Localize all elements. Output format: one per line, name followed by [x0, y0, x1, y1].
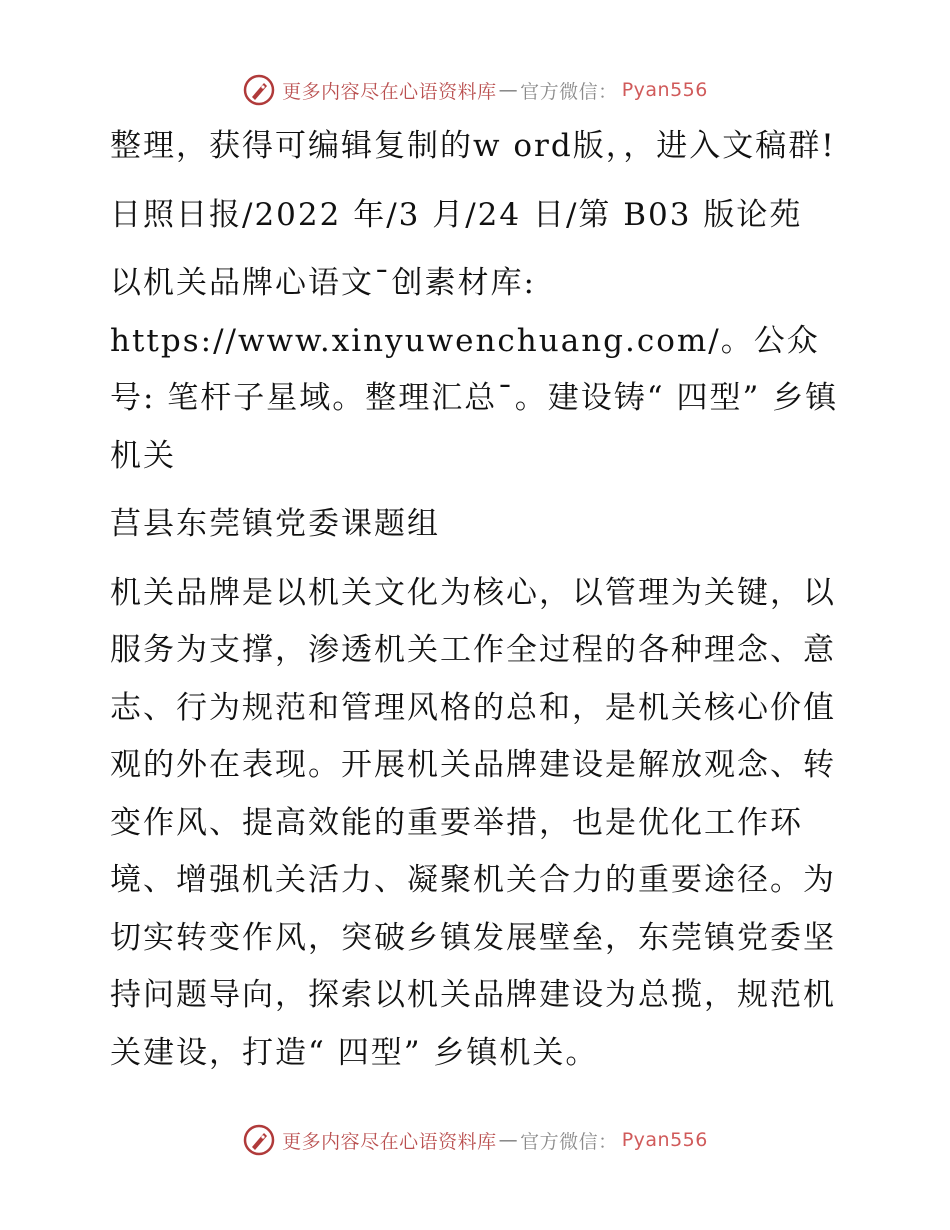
watermark-separator: — — [498, 1129, 519, 1151]
pen-nib-logo-icon — [242, 73, 276, 107]
watermark-separator: — — [498, 79, 519, 101]
watermark-wechat-label: 官方微信： — [520, 80, 618, 103]
source-line: 日照日报/2022 年/3 月/24 日/第 B03 版论苑 — [110, 196, 803, 233]
watermark-wechat-id: Pyan556 — [621, 79, 708, 101]
watermark-wechat-id: Pyan556 — [621, 1129, 708, 1151]
header-watermark — [0, 70, 950, 110]
watermark-wechat-label: 官方微信： — [520, 1130, 618, 1153]
footer-watermark — [0, 1120, 950, 1160]
body-paragraph: 机关品牌是以机关文化为核心，以管理为关键，以服务为支撑，渗透机关工作全过程的各种理念、意志、行为规范和管理风格的总和，是机关核心价值观的外在表现。开展机关品牌建设是解放观念、转变作风、提高效能的重要举措，也是优化工作环境、增强机关活力、凝聚机关合力的重要途径。为切实转变作风，突破乡镇发展壁垒，东莞镇党委坚持问题导向，探索以机关品牌建设为总揽，规范机关建设，打造“ 四型” 乡镇机关。 — [110, 574, 836, 1071]
intro-paragraph: 整理，获得可编辑复制的w ord版，，进入文稿群! — [110, 128, 836, 164]
watermark-brand-text: 更多内容尽在心语资料库 — [282, 80, 497, 103]
document-body — [96, 118, 856, 1082]
author-line: 莒县东莞镇党委课题组 — [110, 506, 440, 542]
title-block: 以机关品牌心语文¯创素材库: https://www.xinyuwenchuang.com/。公众号: 笔杆子星域。整理汇总¯。建设铸“ 四型” 乡镇机关 — [110, 265, 839, 474]
pen-nib-logo-icon — [242, 1123, 276, 1157]
watermark-brand-text: 更多内容尽在心语资料库 — [282, 1130, 497, 1153]
